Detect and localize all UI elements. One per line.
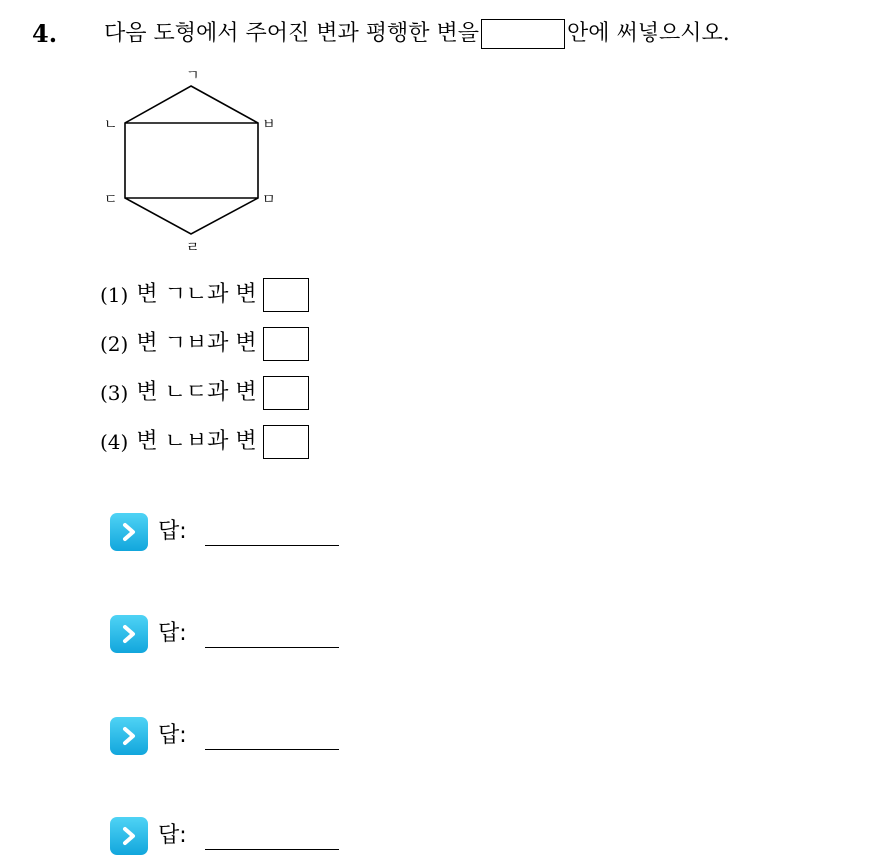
answer-label: 답: bbox=[158, 519, 187, 544]
sub-question-answer-box[interactable] bbox=[263, 278, 309, 312]
question-number: 4. bbox=[32, 19, 58, 48]
sub-question-number: (4) bbox=[100, 430, 129, 454]
answer-row-1 bbox=[110, 512, 339, 552]
chevron-right-icon bbox=[110, 513, 148, 551]
vertex-label-top: ㄱ bbox=[186, 68, 200, 84]
prompt-text-before: 다음 도형에서 주어진 변과 평행한 변을 bbox=[104, 21, 479, 46]
sub-question-text: 변 ㄱㅂ과 변 bbox=[136, 331, 257, 356]
answer-label: 답: bbox=[158, 723, 187, 748]
vertex-label-upper-right: ㅂ bbox=[262, 117, 276, 133]
vertex-label-bottom: ㄹ bbox=[186, 240, 200, 256]
sub-question-number: (3) bbox=[100, 381, 129, 405]
sub-question-text: 변 ㄴㅂ과 변 bbox=[136, 429, 257, 454]
sub-question-4 bbox=[100, 425, 309, 459]
vertex-label-upper-left: ㄴ bbox=[104, 117, 118, 133]
sub-question-2 bbox=[100, 327, 309, 361]
prompt-blank-box bbox=[481, 19, 565, 49]
chevron-right-icon bbox=[110, 717, 148, 755]
vertex-label-lower-right: ㅁ bbox=[262, 192, 276, 208]
sub-question-text: 변 ㄱㄴ과 변 bbox=[136, 282, 257, 307]
hexagon-svg bbox=[100, 66, 290, 256]
answer-blank-line[interactable] bbox=[205, 647, 339, 648]
answer-blank-line[interactable] bbox=[205, 545, 339, 546]
prompt-text-after: 안에 써넣으시오. bbox=[567, 21, 730, 46]
sub-question-number: (1) bbox=[100, 283, 129, 307]
sub-question-answer-box[interactable] bbox=[263, 327, 309, 361]
answer-label: 답: bbox=[158, 823, 187, 848]
answer-row-3 bbox=[110, 716, 339, 756]
answer-row-4 bbox=[110, 816, 339, 856]
answer-label: 답: bbox=[158, 621, 187, 646]
sub-question-3 bbox=[100, 376, 309, 410]
chevron-right-icon bbox=[110, 615, 148, 653]
sub-question-answer-box[interactable] bbox=[263, 425, 309, 459]
vertex-label-lower-left: ㄷ bbox=[104, 192, 118, 208]
answer-blank-line[interactable] bbox=[205, 749, 339, 750]
answer-blank-line[interactable] bbox=[205, 849, 339, 850]
sub-question-number: (2) bbox=[100, 332, 129, 356]
answer-row-2 bbox=[110, 614, 339, 654]
sub-question-1 bbox=[100, 278, 309, 312]
sub-question-answer-box[interactable] bbox=[263, 376, 309, 410]
question-prompt bbox=[104, 18, 730, 50]
hexagon-outline bbox=[125, 86, 258, 234]
chevron-right-icon bbox=[110, 817, 148, 855]
hexagon-figure bbox=[100, 66, 290, 256]
sub-question-text: 변 ㄴㄷ과 변 bbox=[136, 380, 257, 405]
